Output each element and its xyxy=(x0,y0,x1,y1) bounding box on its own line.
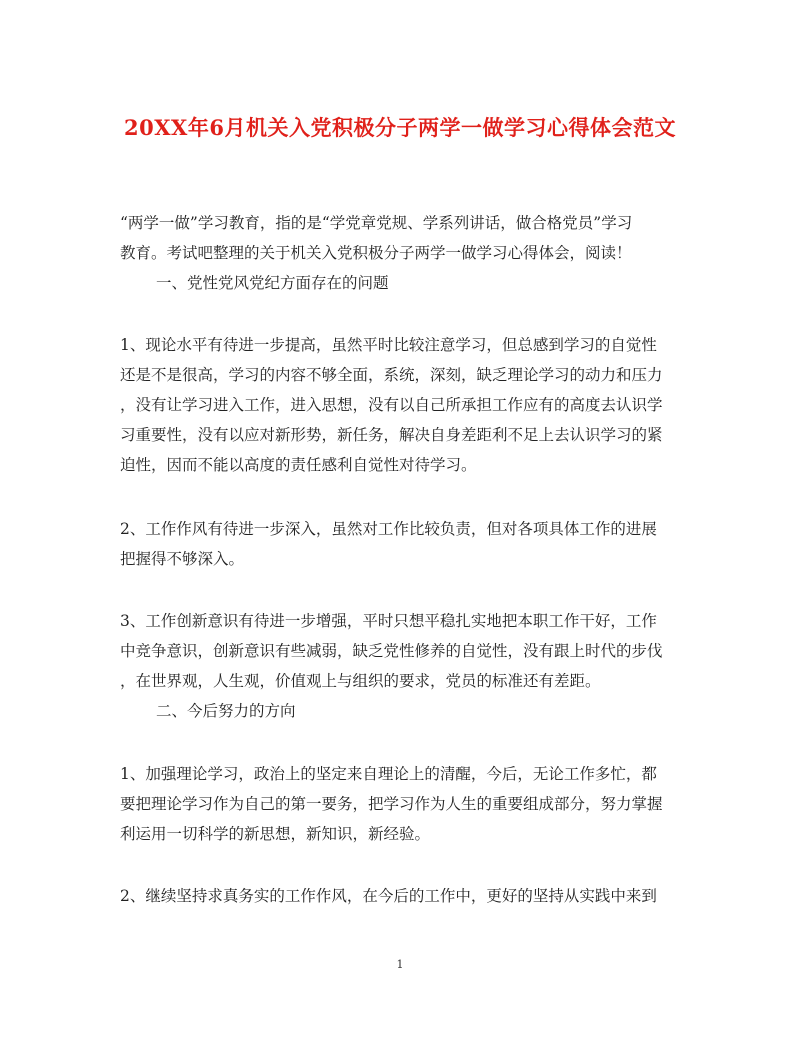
paragraph-2 xyxy=(120,514,690,574)
paragraph-line: ，没有让学习进入工作，进入思想，没有以自己所承担工作应有的高度去认识学 xyxy=(120,396,663,414)
paragraph-3 xyxy=(120,606,690,726)
paragraph-line: 2、继续坚持求真务实的工作作风，在今后的工作中，更好的坚持从实践中来到 xyxy=(120,887,657,905)
paragraph-line: 把握得不够深入。 xyxy=(120,550,245,568)
intro-line: 教育。考试吧整理的关于机关入党积极分子两学一做学习心得体会，阅读！ xyxy=(120,244,632,262)
intro-paragraph xyxy=(120,208,690,298)
paragraph-4 xyxy=(120,759,690,849)
paragraph-line: 还是不是很高，学习的内容不够全面，系统，深刻，缺乏理论学习的动力和压力 xyxy=(120,366,663,384)
section-heading-2: 二、今后努力的方向 xyxy=(156,702,296,720)
paragraph-line: 1、现论水平有待进一步提高，虽然平时比较注意学习，但总感到学习的自觉性 xyxy=(120,336,657,354)
paragraph-line: 要把理论学习作为自己的第一要务，把学习作为人生的重要组成部分，努力掌握 xyxy=(120,795,663,813)
paragraph-line: 利运用一切科学的新思想，新知识，新经验。 xyxy=(120,825,431,843)
paragraph-line: 3、工作创新意识有待进一步增强，平时只想平稳扎实地把本职工作干好，工作 xyxy=(120,612,657,630)
paragraph-line: 中竞争意识，创新意识有些减弱，缺乏党性修养的自觉性，没有跟上时代的步伐 xyxy=(120,642,663,660)
paragraph-1 xyxy=(120,330,690,480)
paragraph-line: 迫性，因而不能以高度的责任感利自觉性对待学习。 xyxy=(120,456,477,474)
paragraph-line: ，在世界观，人生观，价值观上与组织的要求，党员的标准还有差距。 xyxy=(120,672,601,690)
paragraph-line: 1、加强理论学习，政治上的坚定来自理论上的清醒，今后，无论工作多忙，都 xyxy=(120,765,657,783)
paragraph-line: 2、工作作风有待进一步深入，虽然对工作比较负责，但对各项具体工作的进展 xyxy=(120,520,657,538)
intro-line: “两学一做”学习教育，指的是“学党章党规、学系列讲话，做合格党员”学习 xyxy=(120,214,633,232)
section-heading-1: 一、党性党风党纪方面存在的问题 xyxy=(156,274,389,292)
document-title: 20XX年6月机关入党积极分子两学一做学习心得体会范文 xyxy=(124,115,676,140)
paragraph-5 xyxy=(120,881,690,911)
page-number: 1 xyxy=(396,958,404,971)
paragraph-line: 习重要性，没有以应对新形势，新任务，解决自身差距利不足上去认识学习的紧 xyxy=(120,426,663,444)
